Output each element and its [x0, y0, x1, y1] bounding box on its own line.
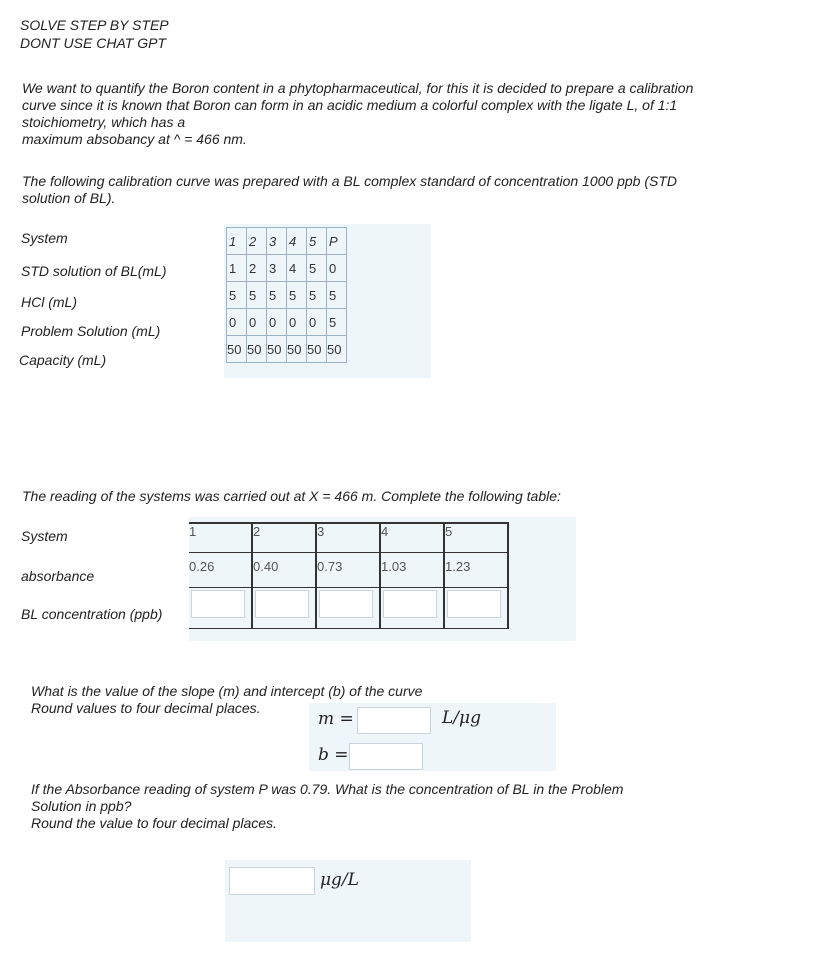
intro-line-1: We want to quantify the Boron content in a phytopharmaceutical, for this it is decided to prepare a calibration — [22, 80, 694, 96]
calibration-paragraph — [22, 173, 812, 207]
slope-line-2: Round values to four decimal places. — [31, 700, 261, 716]
problem-question — [31, 781, 811, 832]
slope-input[interactable] — [357, 707, 431, 734]
problem-concentration-input[interactable] — [229, 867, 315, 895]
table-row: 50 50 50 50 50 50 — [227, 336, 347, 363]
intercept-b-label: b = — [318, 745, 349, 765]
table-row: 1 2 3 4 5 P — [227, 228, 347, 255]
calibration-label-system: System — [21, 230, 68, 246]
table-row: 1 2 3 4 5 — [189, 523, 508, 553]
intro-line-3: stoichiometry, which has a — [22, 114, 186, 130]
concentration-input-3[interactable] — [319, 590, 373, 618]
table-row: 5 5 5 5 5 5 — [227, 282, 347, 309]
intro-line-4: maximum absobancy at ^ = 466 nm. — [22, 131, 247, 147]
problem-line-3: Round the value to four decimal places. — [31, 815, 277, 831]
table-row: 0.26 0.40 0.73 1.03 1.23 — [189, 553, 508, 588]
concentration-input-1[interactable] — [191, 590, 245, 618]
concentration-input-2[interactable] — [255, 590, 309, 618]
reading-label-concentration: BL concentration (ppb) — [21, 606, 163, 622]
slope-unit: L/μg — [442, 708, 481, 728]
reading-label-system: System — [21, 528, 68, 544]
slope-m-label: m = — [318, 709, 354, 729]
header-line-1: SOLVE STEP BY STEP — [20, 17, 169, 33]
intercept-input[interactable] — [349, 743, 423, 770]
calibration-label-hcl: HCl (mL) — [21, 294, 77, 310]
header-line-2: DONT USE CHAT GPT — [20, 35, 166, 51]
problem-line-2: Solution in ppb? — [31, 798, 132, 814]
calibration-label-capacity: Capacity (mL) — [19, 352, 107, 368]
calibration-label-problem: Problem Solution (mL) — [21, 323, 161, 339]
calibration-line-2: solution of BL). — [22, 190, 116, 206]
intro-line-2: curve since it is known that Boron can form in an acidic medium a colorful complex with the ligate L, of 1:1 — [22, 97, 678, 113]
table-row — [189, 588, 508, 629]
calibration-line-1: The following calibration curve was prepared with a BL complex standard of concentration 1000 ppb (STD — [22, 173, 677, 189]
problem-line-1: If the Absorbance reading of system P was 0.79. What is the concentration of BL in the Problem — [31, 781, 624, 797]
concentration-input-5[interactable] — [447, 590, 501, 618]
intro-paragraph — [22, 80, 812, 148]
table-row: 0 0 0 0 0 5 — [227, 309, 347, 336]
calibration-table — [226, 227, 347, 363]
table-row: 1 2 3 4 5 0 — [227, 255, 347, 282]
header — [20, 16, 169, 52]
reading-label-absorbance: absorbance — [21, 568, 95, 584]
reading-prompt: The reading of the systems was carried out at X = 466 m. Complete the following table: — [22, 488, 561, 504]
slope-line-1: What is the value of the slope (m) and intercept (b) of the curve — [31, 683, 423, 699]
calibration-label-std: STD solution of BL(mL) — [21, 263, 167, 279]
problem-unit: μg/L — [320, 870, 359, 890]
reading-table — [189, 522, 509, 629]
concentration-input-4[interactable] — [383, 590, 437, 618]
